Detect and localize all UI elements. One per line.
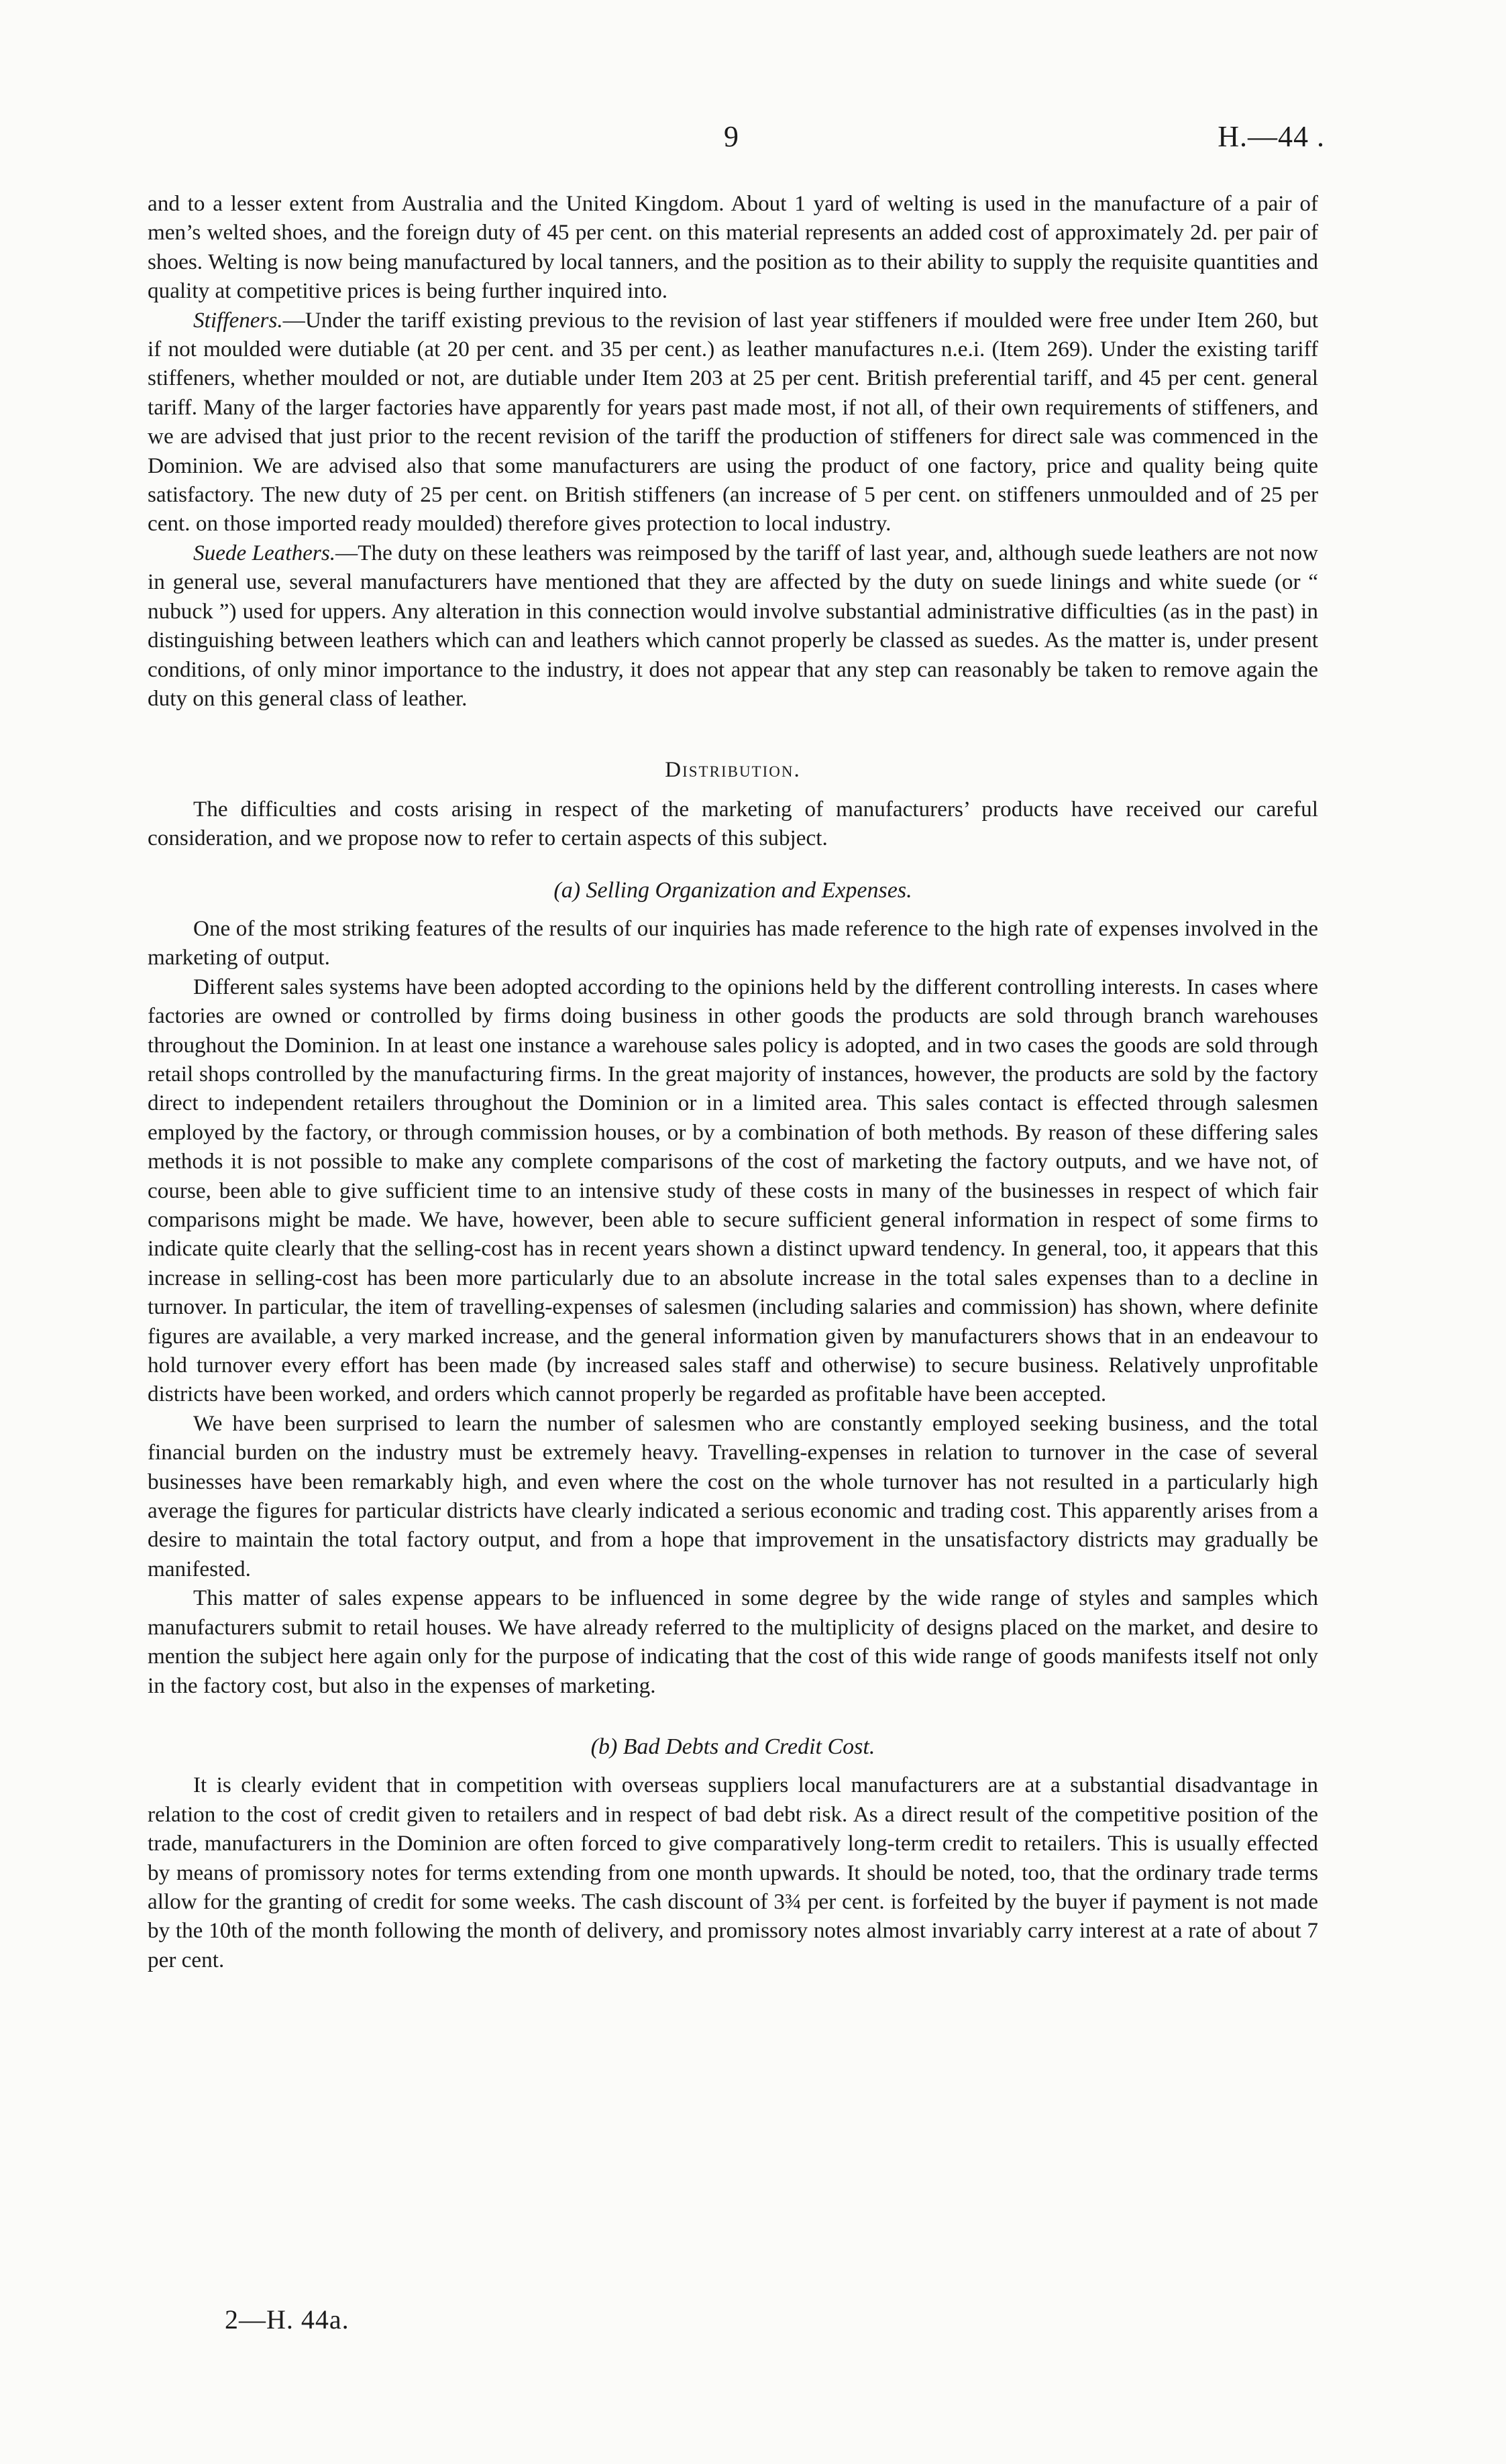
subheading-selling-organization: (a) Selling Organization and Expenses. bbox=[553, 877, 912, 903]
footer-signature-code: 2—H. 44a. bbox=[225, 2304, 349, 2335]
paragraph-sales-systems: Different sales systems have been adopted according to the opinions held by the different controlling interests. In cases where factories are owned or controlled by firms doing business in other goods the products are sold through branch warehouses throughout the Dominion. In at least one instance a warehouse sales policy is adopted, and in two cases the goods are sold through retail shops controlled by the manufacturing firms. In the great majority of instances, however, the products are sold by the factory direct to independent retailers throughout the Dominion or in a limited area. This sales contact is effected through salesmen employed by the factory, or through commission houses, or by a combination of both methods. By reason of these differing sales methods it is not possible to make any complete comparisons of the cost of marketing the factory outputs, and we have not, of course, been able to give sufficient time to an intensive study of these costs in many of the businesses in respect of which fair comparisons might be made. We have, however, been able to secure sufficient general information in respect of some firms to indicate quite clearly that the selling-cost has in recent years shown a distinct upward tendency. In general, too, it appears that this increase in selling-cost has been more particularly due to an absolute increase in the total sales expenses than to a decline in turnover. In particular, the item of travelling-expenses of salesmen (including salaries and commission) has shown, where definite figures are available, a very marked increase, and the general information given by manufacturers shows that in an endeavour to hold turnover every effort has been made (by increased sales staff and otherwise) to secure business. Relatively unprofitable districts have been worked, and orders which cannot properly be regarded as profitable have been accepted. bbox=[148, 974, 1318, 1407]
page-number: 9 bbox=[724, 120, 739, 153]
body-text bbox=[148, 189, 1318, 1974]
suede-leathers-heading: Suede Leathers. bbox=[193, 540, 336, 565]
paragraph-credit-cost: It is clearly evident that in competition with overseas suppliers local manufacturers are at a substantial disadvantage in relation to the cost of credit given to retailers and in respect of bad debt risk. As a direct result of the competitive position of the trade, manufacturers in the Dominion are often forced to give comparatively long-term credit to retailers. This is usually effected by means of promissory notes for terms extending from one month upwards. It should be noted, too, that the ordinary trade terms allow for the granting of credit for some weeks. The cash discount of 3¾ per cent. is forfeited by the buyer if payment is not made by the 10th of the month following the month of delivery, and promissory notes almost invariably carry interest at a rate of about 7 per cent. bbox=[148, 1773, 1318, 1972]
document-code: H.—44 . bbox=[1218, 120, 1325, 153]
subheading-bad-debts: (b) Bad Debts and Credit Cost. bbox=[590, 1734, 875, 1759]
paragraph-selling-expenses: One of the most striking features of the results of our inquiries has made reference to the high rate of expenses involved in the marketing of output. bbox=[148, 915, 1318, 970]
paragraph-salesmen: We have been surprised to learn the number of salesmen who are constantly employed seeking business, and the total financial burden on the industry must be extremely heavy. Travelling-expenses in relation to turnover in the case of several businesses have been remarkably high, and even where the cost on the whole turnover has not resulted in a particularly high average the figures for particular districts have clearly indicated a serious economic and trading cost. This apparently arises from a desire to maintain the total factory output, and from a hope that improvement in the unsatisfactory districts may gradually be manifested. bbox=[148, 1410, 1318, 1581]
paragraph-welting: and to a lesser extent from Australia and the United Kingdom. About 1 yard of welting is used in the manufacture of a pair of men’s welted shoes, and the foreign duty of 45 per cent. on this material represents an added cost of approximately 2d. per pair of shoes. Welting is now being manufactured by local tanners, and the position as to their ability to supply the requisite quantities and quality at competitive prices is being further inquired into. bbox=[148, 191, 1318, 304]
paragraph-styles-samples: This matter of sales expense appears to be influenced in some degree by the wide range of styles and samples which manufacturers submit to retail houses. We have already referred to the multiplicity of designs placed on the market, and desire to mention the subject here again only for the purpose of indicating that the cost of this wide range of goods manifests itself not only in the factory cost, but also in the expenses of marketing. bbox=[148, 1585, 1318, 1698]
stiffeners-heading: Stiffeners. bbox=[193, 307, 283, 333]
suede-leathers-text: —The duty on these leathers was reimposed by the tariff of last year, and, although suede leathers are not now in general use, several manufacturers have mentioned that they are affected by the duty on suede linings and white suede (or “ nubuck ”) used for uppers. Any alteration in this connection would involve substantial administrative difficulties (as in the past) in distinguishing between leathers which can and leathers which cannot properly be classed as suedes. As the matter is, under present conditions, of only minor importance to the industry, it does not appear that any step can reasonably be taken to remove again the duty on this general class of leather. bbox=[148, 540, 1318, 711]
stiffeners-text: —Under the tariff existing previous to the revision of last year stiffeners if moulded were free under Item 260, but if not moulded were dutiable (at 20 per cent. and 35 per cent.) as leather manufactures n.e.i. (Item 269). Under the existing tariff stiffeners, whether moulded or not, are dutiable under Item 203 at 25 per cent. British preferential tariff, and 45 per cent. general tariff. Many of the larger factories have apparently for years past made most, if not all, of their own requirements of stiffeners, and we are advised that just prior to the recent revision of the tariff the production of stiffeners for direct sale was commenced in the Dominion. We are advised also that some manufacturers are using the product of one factory, price and quality being quite satisfactory. The new duty of 25 per cent. on British stiffeners (an increase of 5 per cent. on stiffeners unmoulded and of 25 per cent. on those imported ready moulded) therefore gives protection to local industry. bbox=[148, 307, 1318, 537]
paragraph-suede-leathers bbox=[148, 539, 1318, 713]
paragraph-stiffeners bbox=[148, 306, 1318, 539]
distribution-heading: Distribution. bbox=[665, 758, 801, 783]
paragraph-distribution-intro: The difficulties and costs arising in respect of the marketing of manufacturers’ products have received our careful consideration, and we propose now to refer to certain aspects of this subject. bbox=[148, 796, 1318, 851]
